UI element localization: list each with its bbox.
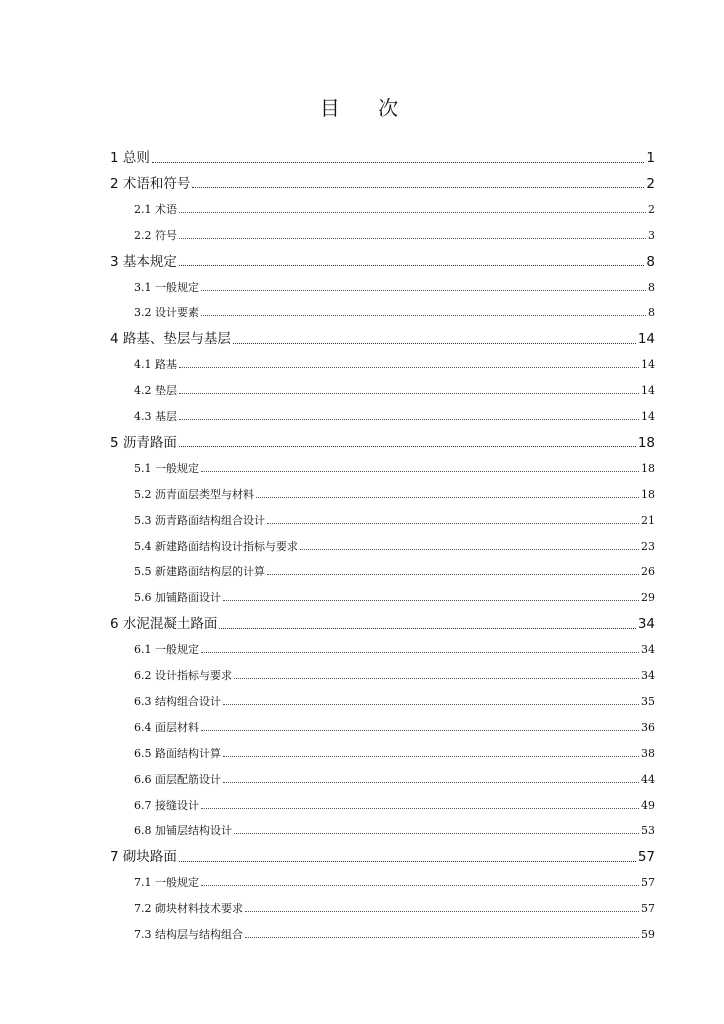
toc-entry-label: 5.2 沥青面层类型与材料 — [134, 487, 254, 501]
toc-entry-label: 6 水泥混凝土路面 — [110, 616, 218, 633]
toc-section-entry[interactable] — [134, 230, 655, 241]
toc-section-entry[interactable] — [134, 489, 655, 500]
toc-entry-label: 6.4 面层材料 — [134, 720, 199, 734]
dot-leader — [223, 781, 639, 783]
toc-section-entry[interactable] — [134, 825, 655, 836]
toc-section-entry[interactable] — [134, 644, 655, 655]
toc-page-number: 38 — [641, 746, 655, 760]
toc-section-entry[interactable] — [134, 877, 655, 888]
toc-entry-label: 5.1 一般规定 — [134, 461, 199, 475]
dot-leader — [245, 910, 639, 912]
dot-leader — [179, 860, 636, 862]
toc-entry-label: 4.2 垫层 — [134, 384, 177, 398]
toc-chapter-entry[interactable] — [110, 253, 655, 270]
dot-leader — [233, 342, 636, 344]
toc-page-number: 3 — [648, 228, 655, 242]
toc-entry-label: 7.1 一般规定 — [134, 876, 199, 890]
toc-section-entry[interactable] — [134, 748, 655, 759]
toc-page-number: 34 — [641, 643, 655, 657]
toc-page-number: 57 — [637, 849, 655, 866]
toc-section-entry[interactable] — [134, 903, 655, 914]
toc-chapter-entry[interactable] — [110, 152, 655, 166]
dot-leader — [234, 832, 639, 834]
dot-leader — [201, 807, 639, 809]
dot-leader — [192, 186, 644, 188]
toc-page-number: 49 — [641, 798, 655, 812]
dot-leader — [219, 627, 635, 629]
toc-entry-label: 3.1 一般规定 — [134, 280, 199, 294]
dot-leader — [201, 470, 639, 472]
toc-entry-label: 4 路基、垫层与基层 — [110, 331, 231, 348]
toc-page-number: 59 — [641, 928, 655, 941]
toc-chapter-entry[interactable] — [110, 851, 655, 865]
dot-leader — [179, 445, 636, 447]
toc-section-entry[interactable] — [134, 566, 655, 577]
toc-entry-label: 4.3 基层 — [134, 410, 177, 423]
dot-leader — [267, 522, 639, 524]
dot-leader — [300, 548, 639, 550]
toc-entry-label: 6.8 加铺层结构设计 — [134, 824, 232, 838]
toc-entry-label: 6.1 一般规定 — [134, 643, 199, 657]
toc-chapter-entry[interactable] — [110, 618, 655, 632]
toc-section-entry[interactable] — [134, 592, 655, 603]
toc-entry-label: 5.4 新建路面结构设计指标与要求 — [134, 539, 298, 553]
toc-chapter-entry[interactable] — [110, 333, 655, 347]
toc-page-number: 14 — [641, 358, 655, 372]
toc-entry-label: 1 总则 — [110, 150, 150, 166]
toc-section-entry[interactable] — [134, 541, 655, 552]
toc-page-number: 8 — [646, 253, 655, 270]
toc-entry-label: 3.2 设计要素 — [134, 306, 199, 320]
toc-entry-label: 6.7 接缝设计 — [134, 798, 199, 812]
toc-entry-label: 4.1 路基 — [134, 358, 177, 372]
toc-page-number: 44 — [641, 772, 655, 786]
toc-page-number: 14 — [637, 331, 655, 348]
toc-page-number: 14 — [641, 384, 655, 398]
toc-section-entry[interactable] — [134, 696, 655, 707]
page-title: 目 次 — [319, 96, 415, 120]
dot-leader — [256, 496, 639, 498]
toc-section-entry[interactable] — [134, 463, 655, 474]
toc-section-entry[interactable] — [134, 929, 655, 940]
toc-page-number: 57 — [641, 902, 655, 916]
toc-page-number: 23 — [641, 539, 655, 553]
dot-leader — [201, 651, 639, 653]
toc-page-number: 26 — [641, 565, 655, 579]
toc-page-number: 8 — [648, 280, 655, 294]
toc-entry-label: 2 术语和符号 — [110, 175, 191, 192]
toc-chapter-entry[interactable] — [110, 175, 655, 192]
toc-page-number: 53 — [641, 824, 655, 838]
toc-entry-label: 6.5 路面结构计算 — [134, 746, 221, 760]
toc-entry-label: 6.3 结构组合设计 — [134, 694, 221, 708]
dot-leader — [179, 264, 645, 266]
toc-section-entry[interactable] — [134, 411, 655, 422]
toc-page-number: 18 — [641, 461, 655, 475]
toc-page-number: 34 — [641, 669, 655, 682]
toc-entry-label: 5.6 加铺路面设计 — [134, 591, 221, 605]
dot-leader — [223, 755, 639, 757]
toc-page-number: 35 — [641, 694, 655, 708]
dot-leader — [179, 366, 639, 368]
toc-page-number: 2 — [648, 202, 655, 216]
toc-entry-label: 7.2 砌块材料技术要求 — [134, 902, 243, 916]
toc-page-number: 34 — [637, 616, 655, 633]
dot-leader — [179, 392, 639, 394]
toc-section-entry[interactable] — [134, 774, 655, 785]
toc-section-entry[interactable] — [134, 385, 655, 396]
toc-page-number: 14 — [641, 410, 655, 423]
toc-entry-label: 2.2 符号 — [134, 228, 177, 242]
toc-entry-label: 6.6 面层配筋设计 — [134, 772, 221, 786]
toc-entry-label: 7 砌块路面 — [110, 849, 177, 866]
dot-leader — [267, 573, 639, 575]
dot-leader — [201, 729, 639, 731]
toc-page-number: 18 — [637, 434, 655, 451]
toc-section-entry[interactable] — [134, 359, 655, 370]
dot-leader — [152, 161, 645, 163]
toc-entry-label: 5.3 沥青路面结构组合设计 — [134, 513, 265, 527]
toc-entry-label: 5 沥青路面 — [110, 434, 177, 451]
toc-entry-label: 6.2 设计指标与要求 — [134, 669, 232, 682]
dot-leader — [223, 599, 639, 601]
toc-section-entry[interactable] — [134, 282, 655, 293]
dot-leader — [179, 237, 646, 239]
toc-page-number: 21 — [641, 513, 655, 527]
toc-page-number: 57 — [641, 876, 655, 890]
toc-section-entry[interactable] — [134, 307, 655, 318]
dot-leader — [223, 703, 639, 705]
toc-page-number: 18 — [641, 487, 655, 501]
toc-entry-label: 2.1 术语 — [134, 202, 177, 216]
toc-entry-label: 3 基本规定 — [110, 253, 177, 270]
dot-leader — [201, 884, 639, 886]
toc-section-entry[interactable] — [134, 722, 655, 733]
toc-section-entry[interactable] — [134, 800, 655, 811]
dot-leader — [234, 677, 639, 679]
toc-section-entry[interactable] — [134, 204, 655, 215]
toc-page-number: 2 — [646, 175, 655, 192]
toc-section-entry[interactable] — [134, 670, 655, 681]
toc-page-number: 36 — [641, 720, 655, 734]
dot-leader — [245, 936, 639, 938]
toc-page-number: 8 — [648, 306, 655, 320]
dot-leader — [179, 211, 646, 213]
toc-entry-label: 5.5 新建路面结构层的计算 — [134, 565, 265, 579]
toc-chapter-entry[interactable] — [110, 434, 655, 451]
toc-page-number: 1 — [646, 150, 655, 166]
toc-page-number: 29 — [641, 591, 655, 605]
toc-section-entry[interactable] — [134, 515, 655, 526]
dot-leader — [201, 289, 646, 291]
dot-leader — [179, 418, 639, 420]
toc-entry-label: 7.3 结构层与结构组合 — [134, 928, 243, 941]
dot-leader — [201, 314, 646, 316]
